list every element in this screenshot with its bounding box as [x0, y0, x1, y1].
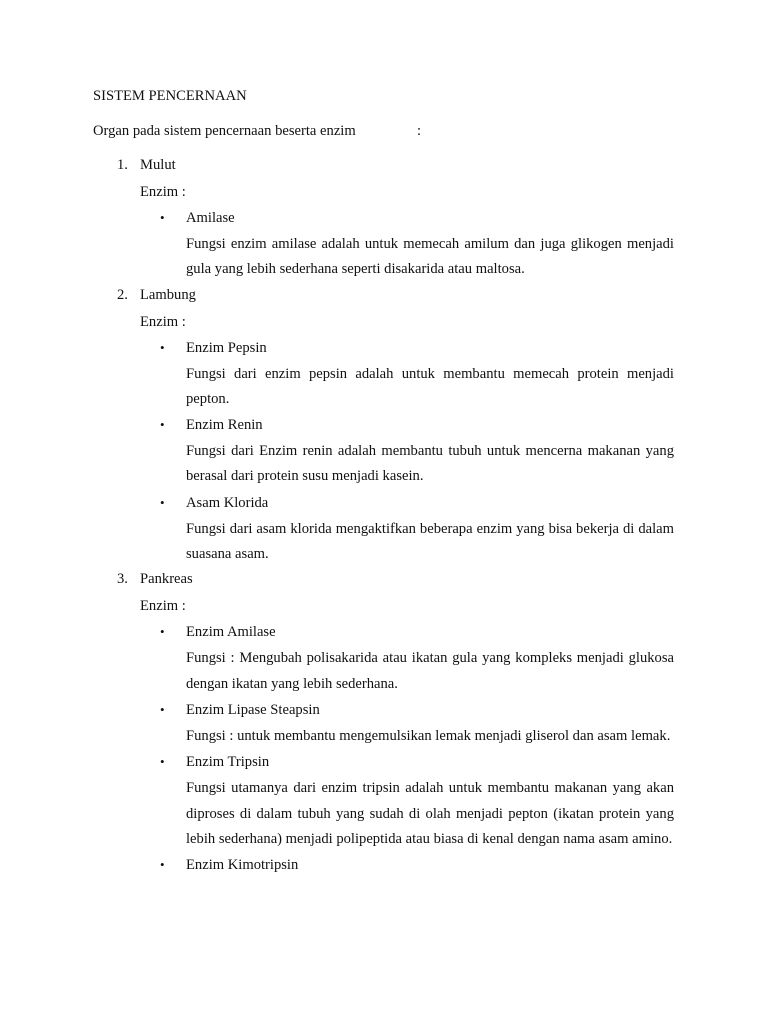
bullet-icon: •: [160, 417, 165, 433]
intro-text: Organ pada sistem pencernaan beserta enzim: [93, 123, 356, 139]
enzyme-description: Fungsi dari enzim pepsin adalah untuk membantu memecah protein menjadi pepton.: [186, 365, 674, 407]
enzyme-item: [0, 205, 768, 283]
enzyme-item: [0, 749, 768, 852]
enzyme-name: Enzim Pepsin: [186, 339, 267, 356]
enzyme-name: Enzim Tripsin: [186, 754, 270, 771]
bullet-icon: •: [160, 624, 165, 640]
enzim-label-row: [0, 593, 768, 619]
enzyme-item: [0, 335, 768, 413]
organ-heading: [0, 153, 768, 179]
bullet-icon: •: [160, 210, 165, 225]
bullet-icon: •: [160, 339, 165, 355]
organ-heading: [0, 283, 768, 309]
enzyme-item: [0, 697, 768, 749]
enzyme-description: Fungsi dari asam klorida mengaktifkan beberapa enzim yang bisa bekerja di dalam suasana asam.: [186, 520, 674, 563]
enzyme-name: Enzim Amilase: [186, 624, 276, 641]
enzyme-item: [0, 619, 768, 697]
enzyme-name: Enzim Lipase Steapsin: [186, 701, 320, 718]
enzim-label-row: [0, 309, 768, 335]
organ-item: [0, 153, 768, 283]
organ-number: 2.: [117, 286, 128, 303]
bullet-icon: •: [160, 857, 165, 873]
enzyme-item: [0, 490, 768, 568]
enzyme-item: [0, 412, 768, 490]
organ-number: 3.: [117, 571, 128, 588]
enzyme-item: [0, 852, 768, 878]
organ-list: [0, 153, 768, 878]
enzyme-description: Fungsi : Mengubah polisakarida atau ikatan gula yang kompleks menjadi glukosa dengan ikatan yang lebih sederhana.: [186, 650, 674, 692]
enzyme-name: Enzim Kimotripsin: [186, 857, 299, 874]
organ-heading: [0, 567, 768, 593]
intro-colon: :: [417, 123, 422, 139]
enzyme-name: Asam Klorida: [186, 494, 269, 511]
enzim-label: Enzim :: [140, 313, 186, 330]
enzyme-name: Amilase: [186, 210, 235, 226]
document-title: SISTEM PENCERNAAN: [93, 88, 247, 104]
enzyme-description: Fungsi utamanya dari enzim tripsin adalah untuk membantu makanan yang akan diproses di dalam tubuh yang sudah di olah menjadi pepton (ikatan protein yang lebih sederhana) menjadi polipeptida atau biasa di kenal dengan nama asam amino.: [186, 780, 674, 847]
organ-name: Pankreas: [140, 571, 193, 588]
bullet-icon: •: [160, 754, 165, 770]
bullet-icon: •: [160, 494, 165, 510]
enzyme-description: Fungsi dari Enzim renin adalah membantu tubuh untuk mencerna makanan yang berasal dari protein susu menjadi kasein.: [186, 443, 674, 485]
bullet-icon: •: [160, 701, 165, 717]
enzyme-name: Enzim Renin: [186, 417, 263, 434]
organ-item: [0, 567, 768, 878]
organ-item: [0, 283, 768, 568]
organ-name: Mulut: [140, 157, 176, 173]
enzyme-description: Fungsi enzim amilase adalah untuk memecah amilum dan juga glikogen menjadi gula yang lebih sederhana seperti disakarida atau maltosa.: [186, 236, 674, 278]
enzim-label: Enzim :: [140, 598, 186, 615]
enzyme-description: Fungsi : untuk membantu mengemulsikan lemak menjadi gliserol dan asam lemak.: [186, 727, 671, 744]
document-intro: [93, 121, 422, 141]
enzim-label-row: [0, 179, 768, 205]
enzim-label: Enzim :: [140, 184, 186, 200]
organ-name: Lambung: [140, 286, 196, 303]
organ-number: 1.: [117, 157, 128, 173]
